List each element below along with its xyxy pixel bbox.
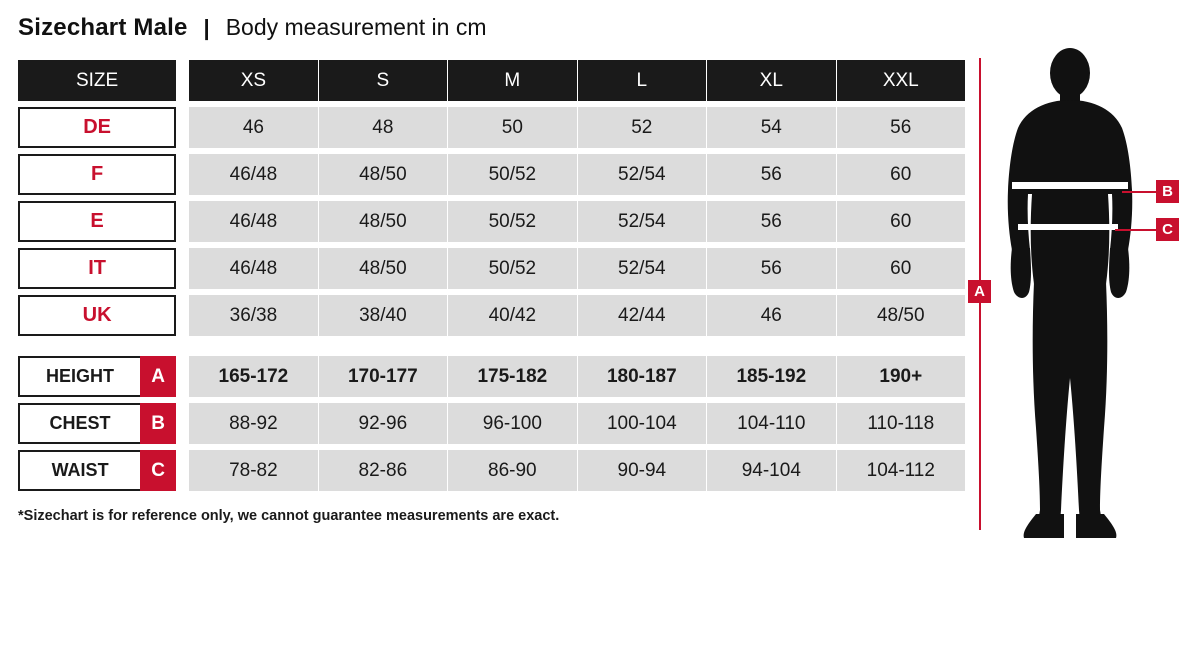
row-code-c: C bbox=[140, 450, 176, 491]
cell-height-xl: 185-192 bbox=[707, 356, 835, 397]
cell-f-m: 50/52 bbox=[448, 154, 576, 195]
table-row bbox=[18, 201, 965, 242]
cell-f-xxl: 60 bbox=[837, 154, 965, 195]
cell-waist-l: 90-94 bbox=[578, 450, 706, 491]
cell-chest-l: 100-104 bbox=[578, 403, 706, 444]
chest-leader-line bbox=[1122, 191, 1158, 193]
table-row bbox=[18, 295, 965, 336]
cell-e-l: 52/54 bbox=[578, 201, 706, 242]
cell-height-m: 175-182 bbox=[448, 356, 576, 397]
cell-e-s: 48/50 bbox=[319, 201, 447, 242]
cell-chest-m: 96-100 bbox=[448, 403, 576, 444]
cell-e-xs: 46/48 bbox=[189, 201, 317, 242]
row-label-chest-text: CHEST bbox=[18, 403, 140, 444]
column-header-xl: XL bbox=[707, 60, 835, 101]
cell-chest-s: 92-96 bbox=[319, 403, 447, 444]
cell-it-xl: 56 bbox=[707, 248, 835, 289]
cell-e-xxl: 60 bbox=[837, 201, 965, 242]
cell-uk-xl: 46 bbox=[707, 295, 835, 336]
waist-leader-line bbox=[1115, 229, 1158, 231]
annotation-a: A bbox=[968, 280, 991, 303]
cell-it-s: 48/50 bbox=[319, 248, 447, 289]
row-label-height bbox=[18, 356, 176, 397]
cell-waist-s: 82-86 bbox=[319, 450, 447, 491]
row-label-height-text: HEIGHT bbox=[18, 356, 140, 397]
table-row bbox=[18, 403, 965, 444]
title-subtitle: Body measurement in cm bbox=[225, 14, 487, 40]
cell-e-xl: 56 bbox=[707, 201, 835, 242]
row-label-chest bbox=[18, 403, 176, 444]
cell-uk-s: 38/40 bbox=[319, 295, 447, 336]
cell-f-l: 52/54 bbox=[578, 154, 706, 195]
column-header-s: S bbox=[319, 60, 447, 101]
column-header-l: L bbox=[578, 60, 706, 101]
table-row bbox=[18, 154, 965, 195]
cell-de-m: 50 bbox=[448, 107, 576, 148]
cell-de-s: 48 bbox=[319, 107, 447, 148]
row-label-e: E bbox=[18, 201, 176, 242]
annotation-b: B bbox=[1156, 180, 1179, 203]
table-header-row bbox=[18, 60, 965, 101]
cell-height-l: 180-187 bbox=[578, 356, 706, 397]
cell-chest-xxl: 110-118 bbox=[837, 403, 965, 444]
cell-de-xs: 46 bbox=[189, 107, 317, 148]
table-row bbox=[18, 248, 965, 289]
row-label-waist bbox=[18, 450, 176, 491]
cell-uk-xxl: 48/50 bbox=[837, 295, 965, 336]
male-body-silhouette-icon bbox=[960, 48, 1200, 548]
cell-waist-xxl: 104-112 bbox=[837, 450, 965, 491]
cell-waist-m: 86-90 bbox=[448, 450, 576, 491]
title-separator: | bbox=[203, 15, 210, 40]
column-header-m: M bbox=[448, 60, 576, 101]
row-code-a: A bbox=[140, 356, 176, 397]
cell-waist-xs: 78-82 bbox=[189, 450, 317, 491]
row-label-waist-text: WAIST bbox=[18, 450, 140, 491]
cell-it-xs: 46/48 bbox=[189, 248, 317, 289]
table-section-spacer bbox=[18, 342, 965, 356]
cell-it-xxl: 60 bbox=[837, 248, 965, 289]
cell-e-m: 50/52 bbox=[448, 201, 576, 242]
cell-height-xxl: 190+ bbox=[837, 356, 965, 397]
page-title bbox=[18, 14, 486, 42]
cell-uk-xs: 36/38 bbox=[189, 295, 317, 336]
sizechart-table bbox=[18, 60, 965, 491]
cell-chest-xl: 104-110 bbox=[707, 403, 835, 444]
cell-de-xl: 54 bbox=[707, 107, 835, 148]
body-figure bbox=[960, 48, 1200, 548]
title-main: Sizechart Male bbox=[18, 14, 188, 41]
cell-f-s: 48/50 bbox=[319, 154, 447, 195]
cell-uk-l: 42/44 bbox=[578, 295, 706, 336]
cell-it-m: 50/52 bbox=[448, 248, 576, 289]
table-row bbox=[18, 107, 965, 148]
cell-chest-xs: 88-92 bbox=[189, 403, 317, 444]
column-header-xxl: XXL bbox=[837, 60, 965, 101]
row-label-uk: UK bbox=[18, 295, 176, 336]
annotation-c: C bbox=[1156, 218, 1179, 241]
row-code-b: B bbox=[140, 403, 176, 444]
row-label-f: F bbox=[18, 154, 176, 195]
cell-de-xxl: 56 bbox=[837, 107, 965, 148]
row-label-de: DE bbox=[18, 107, 176, 148]
cell-f-xs: 46/48 bbox=[189, 154, 317, 195]
size-header-cell: SIZE bbox=[18, 60, 176, 101]
cell-it-l: 52/54 bbox=[578, 248, 706, 289]
cell-height-s: 170-177 bbox=[319, 356, 447, 397]
table-row bbox=[18, 450, 965, 491]
table-row bbox=[18, 356, 965, 397]
cell-f-xl: 56 bbox=[707, 154, 835, 195]
row-label-it: IT bbox=[18, 248, 176, 289]
cell-height-xs: 165-172 bbox=[189, 356, 317, 397]
cell-uk-m: 40/42 bbox=[448, 295, 576, 336]
footnote: *Sizechart is for reference only, we cannot guarantee measurements are exact. bbox=[18, 508, 560, 524]
column-header-xs: XS bbox=[189, 60, 317, 101]
cell-waist-xl: 94-104 bbox=[707, 450, 835, 491]
cell-de-l: 52 bbox=[578, 107, 706, 148]
